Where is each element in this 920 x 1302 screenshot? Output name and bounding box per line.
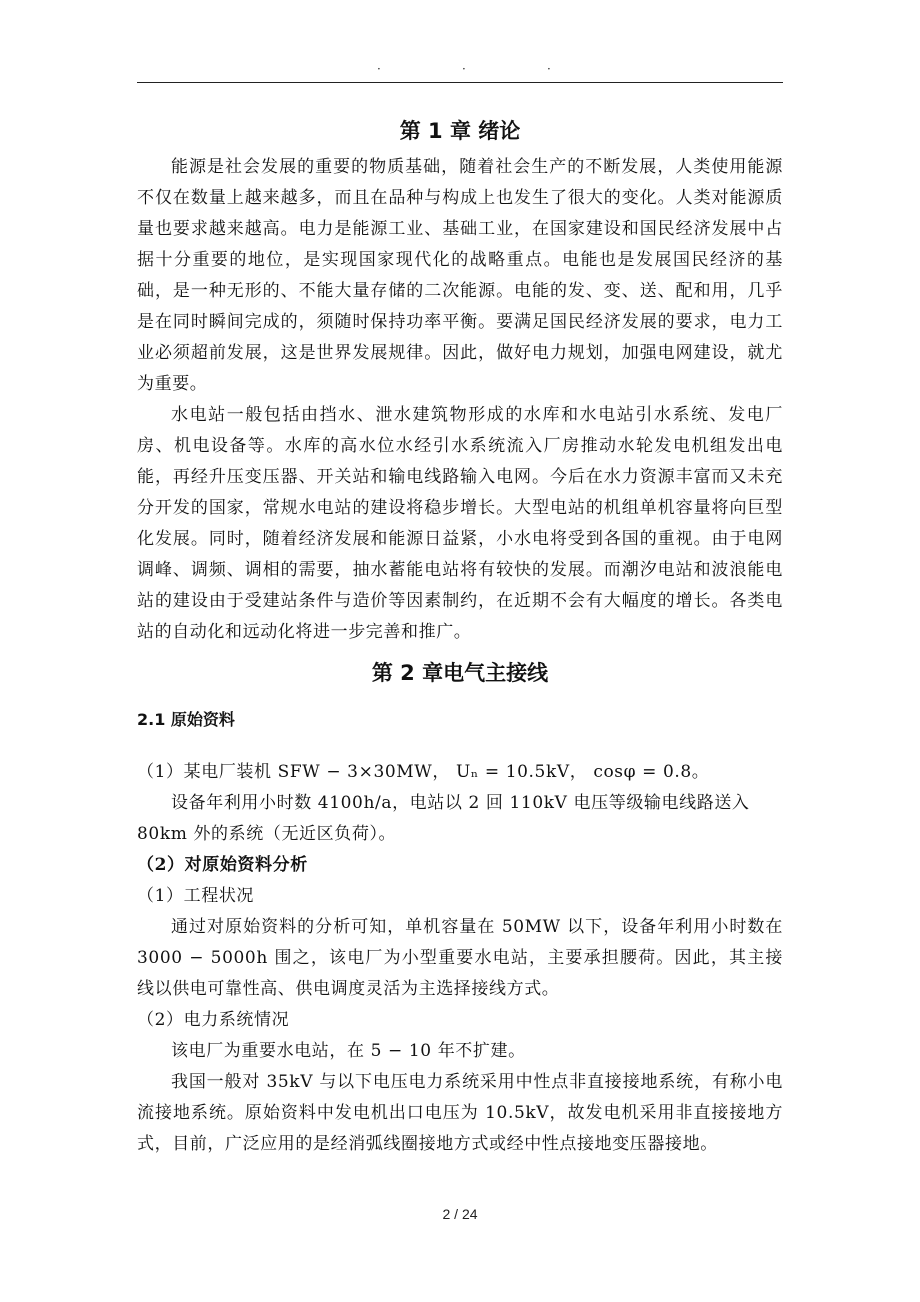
item-1-continuation: 80km 外的系统（无近区负荷）。 bbox=[137, 824, 397, 844]
header-dot: · bbox=[377, 62, 381, 76]
chapter-1-title: 第 1 章 绪论 bbox=[399, 119, 521, 143]
subsection-2-paragraph: 我国一般对 35kV 与以下电压电力系统采用中性点非直接接地系统，有称小电流接地系统。原始资料中发电机出口电压为 10.5kV，故发电机采用非直接接地方式，目前，广泛应用的是经消弧线圈接地方式或经中性点接地变压器接地。 bbox=[137, 1072, 783, 1154]
subsection-1-paragraph: 通过对原始资料的分析可知，单机容量在 50MW 以下，设备年利用小时数在 3000 − 5000h 围之，该电厂为小型重要水电站，主要承担腰荷。因此，其主接线以供电可靠性高、供电调度灵活为主选择接线方式。 bbox=[137, 917, 783, 999]
chapter-1-paragraph: 水电站一般包括由挡水、泄水建筑物形成的水库和水电站引水系统、发电厂房、机电设备等。水库的高水位水经引水系统流入厂房推动水轮发电机组发出电能，再经升压变压器、开关站和输电线路输入电网。今后在水力资源丰富而又未充分开发的国家，常规水电站的建设将稳步增长。大型电站的机组单机容量将向巨型化发展。同时，随着经济发展和能源日益紧，小水电将受到各国的重视。由于电网调峰、调频、调相的需要，抽水蓄能电站将有较快的发展。而潮汐电站和波浪能电站的建设由于受建站条件与造价等因素制约，在近期不会有大幅度的增长。各类电站的自动化和远动化将进一步完善和推广。 bbox=[137, 405, 783, 642]
page-number: 2 / 24 bbox=[442, 1206, 478, 1222]
header-rule bbox=[137, 82, 783, 83]
item-1: （1）某电厂装机 SFW − 3×30MW， Uₙ = 10.5kV， cosφ = 0.8。 bbox=[137, 762, 710, 782]
subsection-1-title: （1）工程状况 bbox=[137, 886, 255, 906]
header-decoration bbox=[137, 62, 783, 80]
item-1-continuation: 设备年利用小时数 4100h/a，电站以 2 回 110kV 电压等级输电线路送入 bbox=[171, 793, 750, 813]
subsection-2-title: （2）电力系统情况 bbox=[137, 1010, 290, 1030]
chapter-1-paragraph: 能源是社会发展的重要的物质基础，随着社会生产的不断发展，人类使用能源不仅在数量上越来越多，而且在品种与构成上也发生了很大的变化。人类对能源质量也要求越来越高。电力是能源工业、基础工业，在国家建设和国民经济发展中占据十分重要的地位，是实现国家现代化的战略重点。电能也是发展国民经济的基础，是一种无形的、不能大量存储的二次能源。电能的发、变、送、配和用，几乎是在同时瞬间完成的，须随时保持功率平衡。要满足国民经济发展的要求，电力工业必须超前发展，这是世界发展规律。因此，做好电力规划，加强电网建设，就尤为重要。 bbox=[137, 157, 783, 394]
item-2-title: （2）对原始资料分析 bbox=[137, 855, 308, 875]
chapter-2-title: 第 2 章电气主接线 bbox=[371, 661, 549, 685]
header-dot: · bbox=[462, 62, 466, 76]
subsection-2-line: 该电厂为重要水电站，在 5 − 10 年不扩建。 bbox=[171, 1041, 526, 1061]
page-content bbox=[137, 110, 783, 1160]
section-2-1-title: 2.1 原始资料 bbox=[137, 710, 235, 729]
header-dot: · bbox=[547, 62, 551, 76]
